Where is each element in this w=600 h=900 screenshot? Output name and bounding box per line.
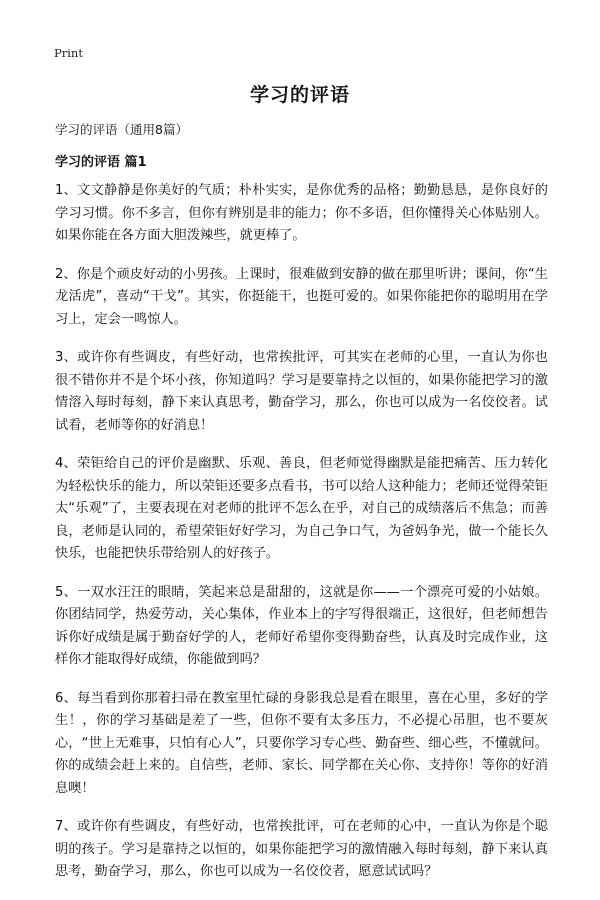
paragraph-1: 1、文文静静是你美好的气质；朴朴实实，是你优秀的品格；勤勤恳恳，是你良好的学习习惯。你不多言，但你有辨别是非的能力；你不多语，但你懂得关心体贴别人。如果你能在各方面大胆泼辣些，就更棒了。: [55, 183, 548, 243]
paragraph-7: 7、或许你有些调皮，有些好动，也常挨批评，可在老师的心中，一直认为你是个聪明的孩子。学习是靠持之以恒的，如果你能把学习的激情融入每时每刻，静下来认真思考，勤奋学习，那么，你也可以成为一名佼佼者，愿意试试吗？: [55, 819, 548, 879]
page-title: 学习的评语: [249, 84, 350, 106]
paragraph-6: 6、每当看到你那着扫帚在教室里忙碌的身影我总是看在眼里，喜在心里，多好的学生！，你的学习基础是差了一些，但你不要有太多压力，不必提心吊胆，也不要灰心，“世上无难事，只怕有心人”，只要你学习专心些、勤奋些、细心些，不懂就问。你的成绩会赶上来的。自信些，老师、家长、同学都在关心你、支持你！等你的好消息噢！: [55, 690, 548, 796]
paragraph-3: 3、或许你有些调皮，有些好动，也常挨批评，可其实在老师的心里，一直认为你也很不错你并不是个坏小孩，你知道吗？学习是要靠持之以恒的，如果你能把学习的激情溶入每时每刻，静下来认真思考，勤奋学习，那么，你也可以成为一名佼佼者。试试看，老师等你的好消息！: [55, 350, 548, 433]
section-heading: 学习的评语 篇1: [55, 155, 147, 170]
paragraph-4: 4、荣钜给自己的评价是幽默、乐观、善良，但老师觉得幽默是能把痛苦、压力转化为轻松快乐的能力，所以荣钜还要多点看书，书可以给人这种能力；老师还觉得荣钜太“乐观”了，主要表现在对老师的批评不怎么在乎，对自己的成绩落后不焦急；而善良，老师是认同的，希望荣钜好好学习，为自己争口气，为爸妈争光，做一个能长久快乐，也能把快乐带给别人的好孩子。: [55, 456, 548, 561]
paragraph-list: [55, 180, 548, 900]
print-label: Print: [54, 46, 83, 60]
document-subtitle: 学习的评语（通用8篇）: [55, 122, 188, 137]
paragraph-5: 5、一双水汪汪的眼睛，笑起来总是甜甜的，这就是你——一个漂亮可爱的小姑娘。你团结同学，热爱劳动，关心集体，作业本上的字写得很端正，这很好，但老师想告诉你好成绩是属于勤奋好学的人，老师好希望你变得勤奋些，认真及时完成作业，这样你才能取得好成绩，你能做到吗？: [55, 584, 548, 667]
paragraph-2: 2、你是个顽皮好动的小男孩。上课时，很难做到安静的做在那里听讲；课间，你“生龙活虎”，喜动“干戈”。其实，你挺能干，也挺可爱的。如果你能把你的聪明用在学习上，定会一鸣惊人。: [55, 266, 548, 327]
